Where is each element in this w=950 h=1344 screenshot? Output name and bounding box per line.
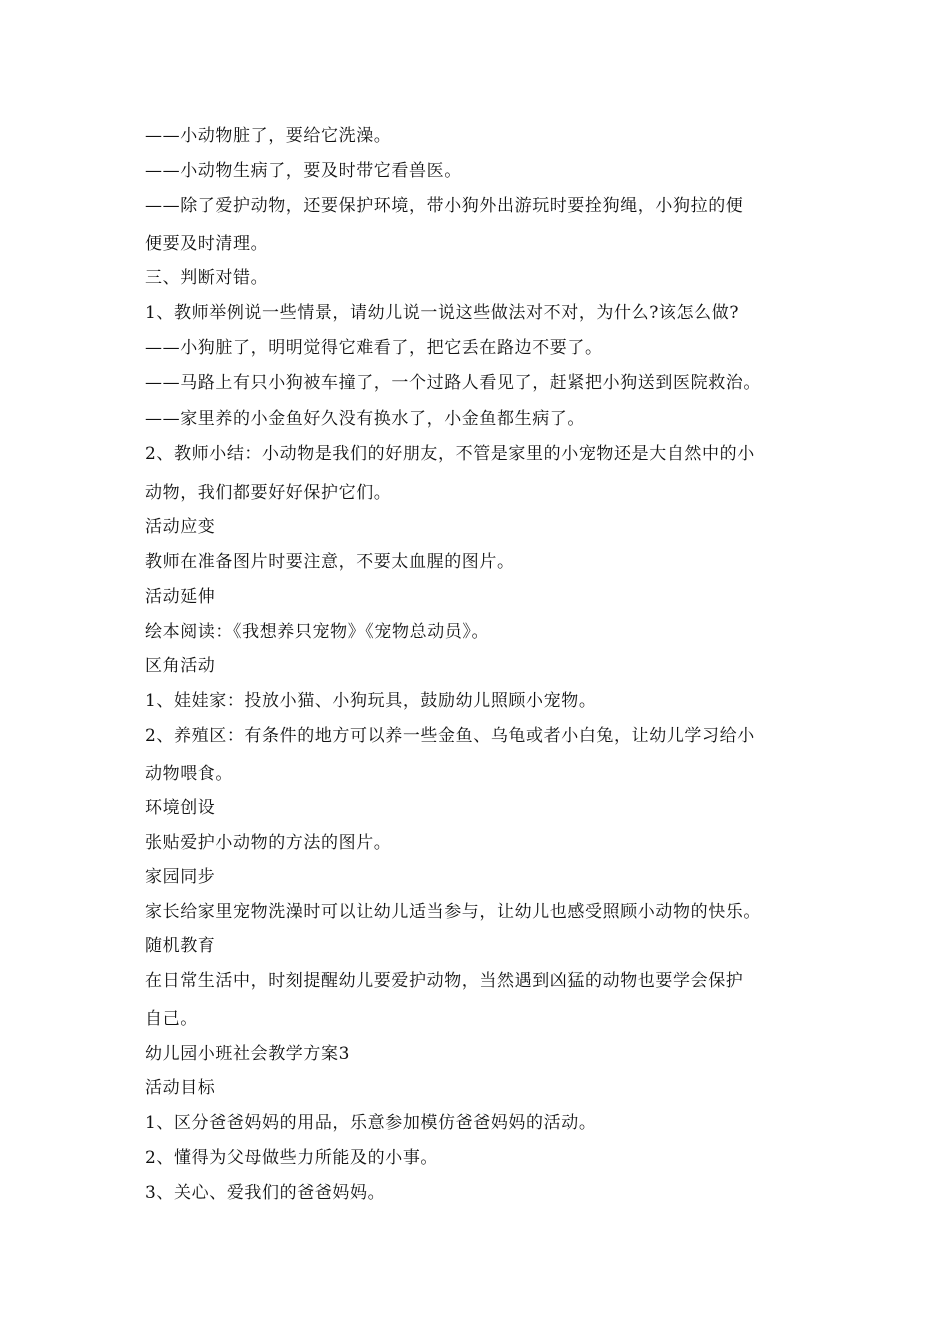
- document-title: 幼儿园小班社会教学方案3: [145, 1044, 351, 1064]
- text-line: 2、养殖区：有条件的地方可以养一些金鱼、乌龟或者小白兔，让幼儿学习给小: [145, 726, 755, 746]
- text-line: 2、懂得为父母做些力所能及的小事。: [145, 1148, 439, 1168]
- text-line: 家长给家里宠物洗澡时可以让幼儿适当参与，让幼儿也感受照顾小动物的快乐。: [145, 902, 761, 922]
- section-heading: 区角活动: [145, 656, 216, 676]
- text-line: ——小动物脏了，要给它洗澡。: [145, 126, 392, 146]
- text-line: 动物喂食。: [145, 764, 233, 784]
- text-line: 绘本阅读：《我想养只宠物》《宠物总动员》。: [145, 622, 490, 642]
- section-heading: 家园同步: [145, 867, 216, 887]
- section-heading: 环境创设: [145, 798, 216, 818]
- section-heading: 随机教育: [145, 936, 216, 956]
- text-line: 1、教师举例说一些情景，请幼儿说一说这些做法对不对，为什么?该怎么做?: [145, 303, 740, 323]
- text-line: 3、关心、爱我们的爸爸妈妈。: [145, 1183, 386, 1203]
- section-heading: 活动应变: [145, 517, 216, 537]
- text-line: 张贴爱护小动物的方法的图片。: [145, 833, 392, 853]
- text-line: ——小动物生病了，要及时带它看兽医。: [145, 161, 462, 181]
- text-line: 动物，我们都要好好保护它们。: [145, 483, 392, 503]
- text-line: 在日常生活中，时刻提醒幼儿要爱护动物，当然遇到凶猛的动物也要学会保护: [145, 971, 744, 991]
- text-line: 1、娃娃家：投放小猫、小狗玩具，鼓励幼儿照顾小宠物。: [145, 691, 597, 711]
- text-line: 自己。: [145, 1009, 198, 1029]
- text-line: ——小狗脏了，明明觉得它难看了，把它丢在路边不要了。: [145, 338, 603, 358]
- text-line: 1、区分爸爸妈妈的用品，乐意参加模仿爸爸妈妈的活动。: [145, 1113, 597, 1133]
- text-line: 便要及时清理。: [145, 234, 269, 254]
- text-line: ——家里养的小金鱼好久没有换水了，小金鱼都生病了。: [145, 409, 585, 429]
- section-heading: 活动延伸: [145, 587, 216, 607]
- text-line: 教师在准备图片时要注意，不要太血腥的图片。: [145, 552, 515, 572]
- section-heading: 活动目标: [145, 1078, 216, 1098]
- text-line: ——除了爱护动物，还要保护环境，带小狗外出游玩时要拴狗绳，小狗拉的便: [145, 196, 744, 216]
- text-line: 2、教师小结：小动物是我们的好朋友，不管是家里的小宠物还是大自然中的小: [145, 444, 755, 464]
- section-heading: 三、判断对错。: [145, 268, 269, 288]
- text-line: ——马路上有只小狗被车撞了，一个过路人看见了，赶紧把小狗送到医院救治。: [145, 373, 761, 393]
